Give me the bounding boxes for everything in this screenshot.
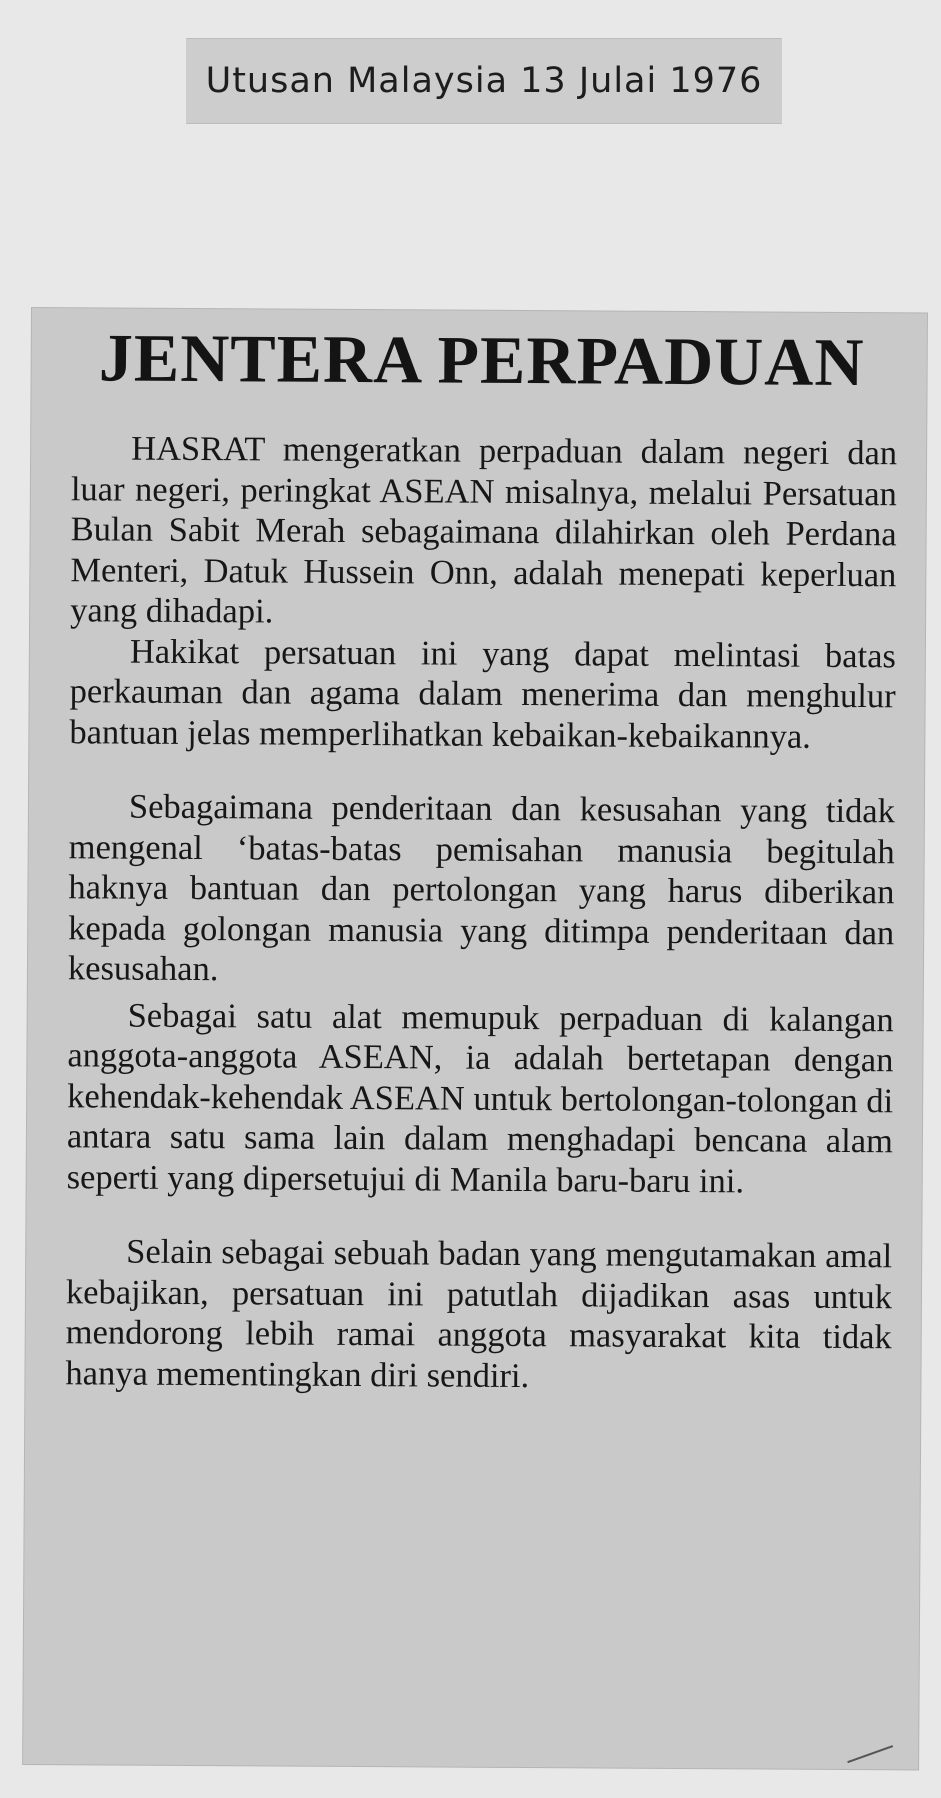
article-paragraph: Sebagaimana penderitaan dan kesusahan yang tidak mengenal ‘batas-batas pemisahan manusia begitulah haknya bantuan dan pertolongan yang harus diberikan kepada golongan manusia yang ditimpa penderitaan dan kesusahan.	[67, 787, 896, 989]
article-paragraph: HASRAT mengeratkan perpaduan dalam negeri dan luar negeri, peringkat ASEAN misalnya, melalui Persatuan Bulan Sabit Merah sebagaimana dilahirkan oleh Perdana Menteri, Datuk Hussein Onn, adalah menepati keperluan yang dihadapi.	[70, 429, 898, 631]
article-headline: JENTERA PERPADUAN	[98, 319, 865, 401]
article-paragraph: Hakikat persatuan ini yang dapat melintasi batas perkauman dan agama dalam menerima dan menghulur bantuan jelas memperlihatkan kebaikan-kebaikannya.	[69, 632, 897, 756]
article-paragraph: Selain sebagai sebuah badan yang mengutamakan amal kebajikan, persatuan ini patutlah dijadikan asas untuk mendorong lebih ramai anggota masyarakat kita tidak hanya mementingkan diri sendiri.	[65, 1232, 893, 1395]
newspaper-source-label	[186, 38, 782, 124]
article-body	[65, 428, 897, 1398]
article-clipping	[23, 308, 927, 1769]
corner-fold-mark	[847, 1745, 893, 1763]
article-paragraph: Sebagai satu alat memupuk perpaduan di kalangan anggota-anggota ASEAN, ia adalah bertetapan dengan kehendak-kehendak ASEAN untuk bertolongan-tolongan di antara satu sama lain dalam menghadapi bencana alam seperti yang dipersetujui di Manila baru-baru ini.	[66, 996, 894, 1200]
source-label-text: Utusan Malaysia 13 Julai 1976	[205, 61, 763, 101]
